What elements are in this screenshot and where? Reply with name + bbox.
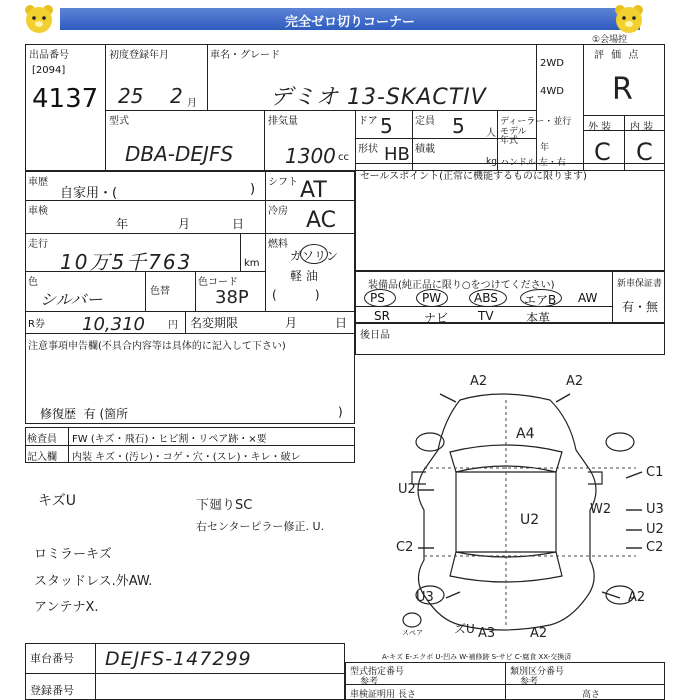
load-label: 積載 [415, 144, 435, 155]
seats-unit: 人 [486, 128, 496, 139]
chassis-value: DEJFS-147299 [105, 648, 252, 670]
note-left-4: アンテナX. [34, 600, 99, 615]
term-label: 名変期限 [190, 316, 239, 330]
sales-point-hint: (正常に機能するものに限ります) [439, 171, 587, 182]
first-registration-year: 25 [118, 84, 144, 108]
mileage-unit: km [244, 258, 260, 269]
rear-item-label: 後日品 [360, 330, 390, 341]
model-year-label: モデル年式 [500, 127, 527, 146]
mark-w2: W2 [590, 502, 612, 517]
mark-u3-left: U3 [416, 590, 434, 605]
equip-circle [520, 289, 562, 307]
fuel-label: 燃料 [268, 239, 288, 250]
mark-u2-left: U2 [398, 482, 416, 497]
spare-label: スペア [402, 629, 423, 637]
mark-u2-center: U2 [520, 512, 540, 528]
note-left-3: スタッドレス.外AW. [34, 574, 153, 589]
ac-value: AC [306, 208, 337, 233]
equip-sr: SR [374, 309, 390, 323]
notes-label-text: 注意事項申告欄 [28, 341, 98, 352]
fuel-diesel: 軽 油 [290, 269, 318, 283]
recycle-label: R券 [28, 319, 45, 330]
shift-value: AT [300, 178, 327, 203]
equip-pw: PW [422, 291, 442, 305]
equip-circle [469, 289, 507, 307]
equip-abs: ABS [474, 291, 498, 305]
class-number-label: 類別区分番号 [510, 667, 565, 677]
mark-c2-right: C2 [646, 540, 664, 555]
exterior-score: C [594, 138, 611, 166]
mark-a2-bottom: A2 [530, 626, 548, 641]
type-number-ref: 参考 [360, 677, 379, 687]
repair-history-close: ) [338, 405, 343, 419]
height-label: 高さ [582, 690, 601, 700]
term-month-unit: 月 [285, 316, 298, 330]
class-number-ref: 参考 [520, 677, 539, 687]
inspector-label-2: 記入欄 [27, 452, 57, 463]
interior-label: 内 装 [630, 122, 654, 133]
seats-label: 定員 [415, 116, 435, 127]
color-label: 色 [28, 277, 38, 288]
equip-circle [364, 289, 396, 307]
usage-label: 車歴 [28, 177, 48, 188]
inspection-day-unit: 日 [232, 217, 245, 231]
score-value: R [612, 72, 633, 107]
car-name-label: 車名・グレード [210, 50, 280, 61]
registration-label: 登録番号 [30, 684, 74, 697]
mark-a2-rear-right: A2 [628, 590, 646, 605]
inspector-row-1: FW (キズ・飛石)・ヒビ割・リペア跡・×要 [72, 434, 267, 445]
mark-u2-right: U2 [646, 522, 664, 537]
type-number-label: 型式指定番号 [350, 667, 405, 677]
term-day-unit: 日 [335, 316, 348, 330]
displacement-value: 1300 [285, 144, 336, 168]
bear-mascot-icon [22, 2, 56, 36]
equip-aw: AW [578, 291, 598, 305]
length-label: 長さ [398, 690, 417, 700]
lot-sub-code: [2094] [32, 65, 66, 76]
repair-history: 修復歴 有 (箇所 [40, 407, 129, 421]
venue-label: ①会場控 [592, 35, 628, 45]
equip-leather: 本革 [526, 311, 551, 325]
inspection-label: 車検 [28, 206, 48, 217]
note-right-1: 下廻りSC [196, 498, 253, 513]
mark-a4: A4 [516, 426, 535, 442]
body-label: 形状 [358, 144, 378, 155]
certificate-label: 車検証明用 [350, 690, 396, 700]
warranty-label: 新車保証書 [617, 279, 663, 289]
exterior-label: 外 装 [588, 122, 612, 133]
mark-a2-right: A2 [566, 374, 584, 389]
recycle-value: 10,310 [82, 314, 145, 335]
mark-a2-left: A2 [470, 374, 488, 389]
chassis-label: 車台番号 [30, 652, 74, 665]
fuel-circle [300, 244, 328, 264]
equip-ps: PS [370, 291, 385, 305]
usage-close: ) [250, 182, 256, 197]
mark-a3: A3 [478, 626, 496, 641]
model-label: 型式 [109, 116, 129, 127]
year-label: 年 [540, 143, 550, 153]
doors-value: 5 [380, 114, 393, 138]
equipment-label-text: 装備品 [368, 280, 398, 291]
ac-label: 冷房 [268, 206, 288, 217]
first-registration-month-unit: 月 [187, 98, 197, 109]
banner-bar [60, 8, 640, 30]
equip-navi: ナビ [424, 311, 449, 325]
usage-value: 自家用・( [60, 186, 118, 201]
seats-value: 5 [452, 114, 465, 138]
repaint-label: 色替 [150, 286, 170, 297]
note-right-2: 右センターピラー修正. U. [196, 520, 325, 533]
bear-mascot-icon [612, 2, 646, 36]
load-unit: kg [486, 157, 497, 167]
warranty-value: 有・無 [622, 300, 659, 314]
equip-circle [416, 289, 448, 307]
drive-4wd: 4WD [540, 86, 564, 97]
displacement-label: 排気量 [268, 116, 298, 127]
model-value: DBA-DEJFS [125, 142, 234, 166]
sales-point-label-text: セールスポイント [360, 171, 440, 182]
rear-item-frame [355, 323, 665, 355]
body-value: HB [384, 144, 410, 165]
equip-tv: TV [478, 309, 494, 323]
dealer-label: ディーラー・並行 [500, 117, 572, 127]
banner-title: 完全ゼロ切りコーナー [284, 15, 415, 30]
drive-2wd: 2WD [540, 58, 564, 69]
lot-number: 4137 [32, 84, 99, 114]
equipment-label [368, 276, 555, 291]
inspector-row-2: 内装 キズ・(汚レ)・コゲ・穴・(スレ)・キレ・破レ [72, 452, 301, 463]
mark-u3-right: U3 [646, 502, 664, 517]
score-label: 評 価 点 [594, 50, 641, 61]
note-left-1: キズU [38, 493, 76, 509]
handle-label: ハンドル 左・右 [500, 158, 566, 168]
mark-zu: ズU [454, 622, 475, 636]
color-value: シルバー [40, 290, 103, 309]
lot-label: 出品番号 [29, 50, 69, 61]
recycle-unit: 円 [168, 320, 178, 331]
mark-c2-left: C2 [396, 540, 414, 555]
equipment-hint: (純正品に限り○をつけてください) [398, 280, 555, 291]
shift-label: シフト [268, 177, 298, 188]
car-name-value: デミオ 13-SKACTIV [270, 85, 487, 110]
mileage-label: 走行 [28, 239, 48, 250]
mark-c1: C1 [646, 465, 664, 480]
note-left-2: ロミラーキズ [34, 547, 112, 562]
inspection-year-unit: 年 [116, 217, 129, 231]
first-registration-month: 2 [170, 84, 183, 108]
equip-airbag: エアB [524, 293, 557, 307]
damage-legend: A-キズ E-エクボ U-凹み W-補修跡 S-サビ C-腐食 XX-交換済 [382, 653, 572, 661]
first-registration-label: 初度登録年月 [109, 50, 169, 61]
sales-point-label [360, 167, 587, 182]
displacement-unit: cc [338, 152, 349, 163]
color-code-value: 38P [215, 287, 249, 308]
mileage-value: 10万5千763 [60, 250, 193, 274]
notes-hint: (不具合内容等は具体的に記入して下さい) [98, 341, 286, 352]
interior-score: C [636, 138, 653, 166]
fuel-gasoline: ガソリン [290, 249, 339, 263]
notes-label [28, 337, 286, 352]
color-code-label: 色コード [198, 277, 238, 288]
fuel-other: ( ) [272, 288, 320, 302]
doors-label: ドア [358, 116, 378, 127]
inspection-month-unit: 月 [178, 217, 191, 231]
inspector-label-1: 検査員 [27, 434, 57, 445]
